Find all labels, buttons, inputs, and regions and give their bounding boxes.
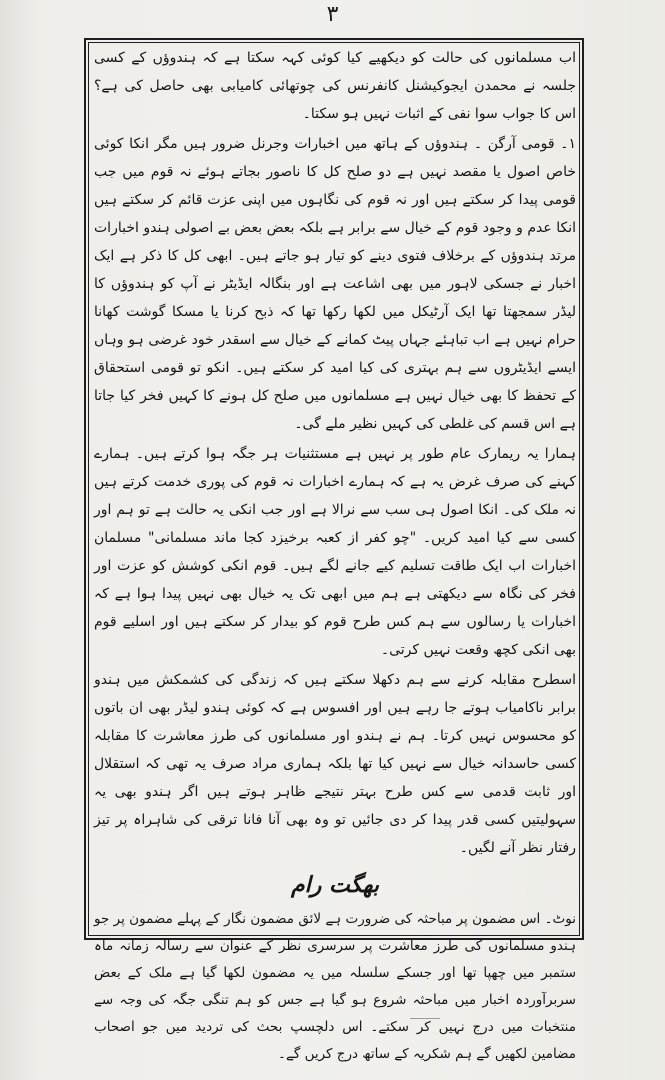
- paragraph-remark: ہمارا یہ ریمارک عام طور پر نہیں ہے مستثنیات ہر جگہ ہوا کرتے ہیں۔ ہمارے کہنے کی صرف غرض یہ ہے کہ ہمارے اخبارات نہ قوم کی پوری خدمت کرتے ہیں نہ ملک کی۔ انکا اصول ہی سب سے نرالا ہے اور جب انکی یہ حالت ہے تو ہم اور کسی سے کیا امید کریں۔ "چو کفر از کعبہ برخیزد کجا ماند مسلمانی" مسلمان اخبارات اب ایک طاقت تسلیم کیے جانے لگے ہیں۔ قوم انکی کوشش کو عزت اور فخر کی نگاہ سے دیکھتی ہے ہم میں ابھی تک یہ خیال بھی نہیں پیدا ہوا ہے کہ اخبارات یا رسالوں سے ہم کس طرح قوم کو بیدار کر سکتے ہیں اور اسلیے قوم بھی انکی کچھ وقعت نہیں کرتی۔: [94, 446, 576, 658]
- article-body: [94, 44, 576, 1070]
- page-number: ۳: [326, 2, 339, 27]
- paragraph-intro: اب مسلمانوں کی حالت کو دیکھیے کیا کوئی کہہ سکتا ہے کہ ہندوؤں کے کسی جلسہ نے محمدن ایجوکیشنل کانفرنس کی چوتھائی کامیابی بھی حاصل کی ہے؟ اس کا جواب سوا نفی کے اثبات نہیں ہو سکتا۔: [94, 50, 576, 122]
- author-signature: بھگت رام: [290, 872, 380, 898]
- faint-page-mark: [410, 1010, 440, 1019]
- paragraph-conclusion: اسطرح مقابلہ کرنے سے ہم دکھلا سکتے ہیں کہ زندگی کی کشمکش میں ہندو برابر ناکامیاب ہوتے جا رہے ہیں اور افسوس ہے کہ کوئی ہندو لیڈر بھی ان باتوں کو محسوس نہیں کرتا۔ ہم نے ہندو اور مسلمانوں کی طرز معاشرت کا مقابلہ کسی حاسدانہ خیال سے نہیں کیا تھا بلکہ ہماری مراد صرف یہ تھی کہ استقلال اور ثابت قدمی سے کس طرح بہتر نتیجے ظاہر ہوتے ہیں اگر ہندو بھی یہ سہولیتیں کسی قدر پیدا کر دی جائیں تو وہ بھی آنا فانا ترقی کی شاہراہ پر تیز رفتار نظر آنے لگیں۔: [94, 672, 576, 856]
- paragraph-national-organ: ۱۔ قومی آرگن ۔ ہندوؤں کے ہاتھ میں اخبارات وجرنل ضرور ہیں مگر انکا کوئی خاص اصول یا مقصد نہیں ہے دو صلح کل کا ناصور بجاتے ہوئے نہ قوم میں جب قومی پیدا کر سکتے ہیں اور نہ قوم کی نگاہوں میں اپنی عزت قائم کر سکتے ہیں انکا عدم و وجود قوم کے خیال سے برابر ہے بلکہ بعض بعض بے اصولی ہندو اخبارات مرتد ہندوؤں کے برخلاف فتوی دینے کو تیار ہو جاتے ہیں۔ ابھی کل کا ذکر ہے ایک اخبار نے جسکی لاہور میں بھی اشاعت ہے اور بنگالہ ایڈیٹر نے آپ کو ہندوؤں کا لیڈر سمجھتا تھا ایک آرٹیکل میں لکھا رکھا تھا کہ ذبح کرنا یا مسکا گوشت کھانا حرام نہیں ہے اب تباہئے جہاں پیٹ کمانے کے خیال سے اسقدر خود غرضی ہو وہاں ایسے ایڈیٹروں سے ہم بہتری کی کیا امید کر سکتے ہیں۔ انکو تو قومی استحقاق کے تحفظ کا بھی خیال نہیں ہے مسلمانوں میں صلح کل ہونے کا کہیں فخر کیا جاتا ہے اس قسم کی غلطی کی کہیں نظیر ملے گی۔: [94, 136, 576, 432]
- editor-note: نوٹ۔ اس مضمون پر مباحثہ کی ضرورت ہے لائق مضمون نگار کے پہلے مضمون پر جو ہندو مسلمانوں کی طرز معاشرت پر سرسری نظر کے عنوان سے رسالہ زمانہ ماہ ستمبر میں چھپا تھا اور جسکے سلسلہ میں یہ مضمون لکھا گیا ہے ملک کے بعض سربرآوردہ اخبار میں مباحثہ شروع ہو گیا ہے جس کو ہم تنگی جگہ کی وجہ سے منتخبات میں درج نہیں کر سکتے۔ اس دلچسپ بحث کی تردید میں جو اصحاب مضامین لکھیں گے ہم شکریہ کے ساتھ درج کریں گے۔: [94, 911, 576, 1062]
